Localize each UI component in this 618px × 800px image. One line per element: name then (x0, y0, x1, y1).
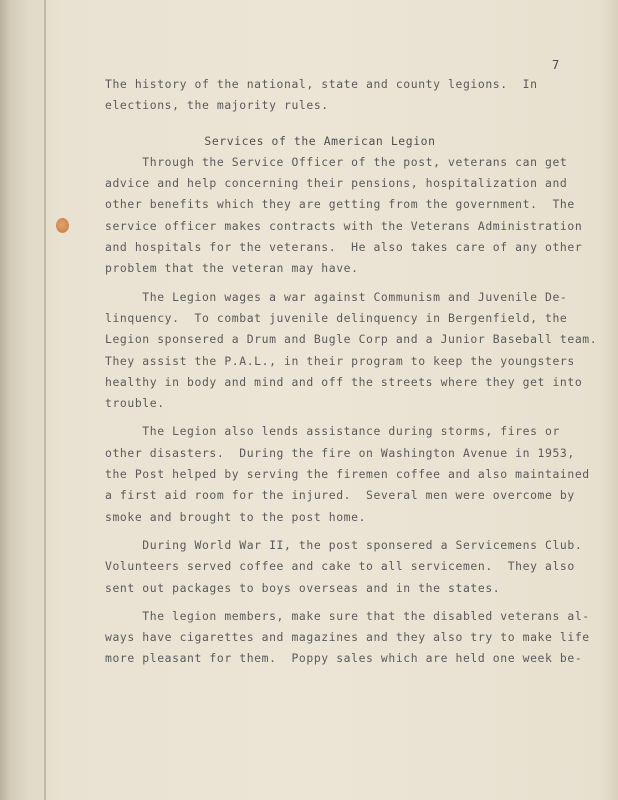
text-line: other disasters. During the fire on Washington Avenue in 1953, (105, 445, 575, 460)
stain-mark (56, 218, 69, 233)
text-line: Volunteers served coffee and cake to all servicemen. They also (105, 559, 575, 574)
text-line: the Post helped by serving the firemen coffee and also maintained (105, 467, 590, 482)
paragraph (105, 421, 590, 527)
text-line: linquency. To combat juvenile delinquency in Bergenfield, the (105, 310, 568, 325)
text-line: service officer makes contracts with the Veterans Administration (105, 218, 583, 233)
text-line: Legion sponsered a Drum and Bugle Corp and a Junior Baseball team. (105, 332, 598, 347)
text-line: During World War II, the post sponsered a Servicemens Club. (105, 537, 583, 552)
text-line: Through the Service Officer of the post, veterans can get (105, 154, 568, 169)
text-line: sent out packages to boys overseas and in the states. (105, 580, 501, 595)
text-line: healthy in body and mind and off the streets where they get into (105, 374, 583, 389)
text-line: elections, the majority rules. (105, 98, 329, 113)
text-line: The Legion also lends assistance during storms, fires or (105, 424, 560, 439)
text-line: trouble. (105, 396, 165, 411)
section-heading: Services of the American Legion (204, 133, 436, 148)
text-line: The history of the national, state and county legions. In (105, 77, 538, 91)
paragraph (105, 152, 583, 280)
paragraph (105, 287, 598, 415)
text-line: The legion members, make sure that the disabled veterans al- (105, 608, 590, 623)
page-fold-line (44, 0, 46, 800)
text-line: The Legion wages a war against Communism and Juvenile De- (105, 289, 568, 304)
typed-text-body (105, 74, 598, 670)
paragraph (105, 606, 590, 670)
text-line: problem that the veteran may have. (105, 261, 359, 276)
text-line: and hospitals for the veterans. He also takes care of any other (105, 240, 583, 255)
page-number: 7 (552, 58, 560, 72)
text-line: smoke and brought to the post home. (105, 509, 367, 524)
text-line: They assist the P.A.L., in their program to keep the youngsters (105, 353, 575, 368)
text-line: a first aid room for the injured. Several men were overcome by (105, 488, 575, 503)
text-line: advice and help concerning their pensions, hospitalization and (105, 176, 568, 191)
text-line: ways have cigarettes and magazines and they also try to make life (105, 630, 590, 645)
text-line: more pleasant for them. Poppy sales which are held one week be- (105, 651, 583, 666)
paragraph (105, 535, 583, 599)
text-line: other benefits which they are getting from the government. The (105, 197, 575, 212)
